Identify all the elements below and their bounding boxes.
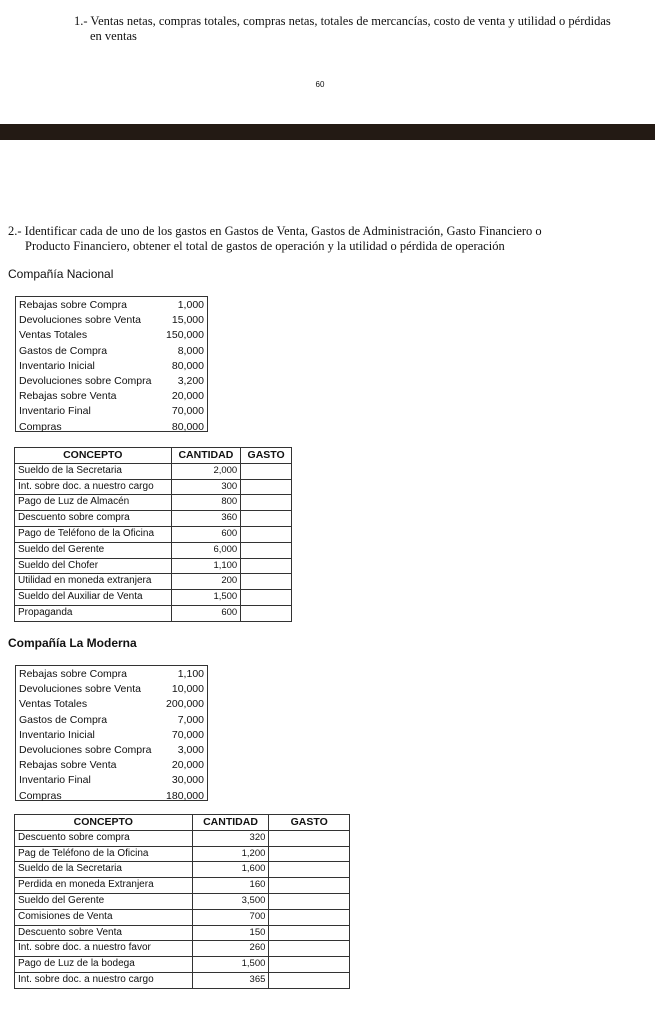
table-row: Descuento sobre compra 320	[15, 830, 350, 846]
gasto-cell[interactable]	[269, 846, 350, 862]
table-row: Sueldo del Gerente 3,500	[15, 893, 350, 909]
table-row: Pago de Teléfono de la Oficina 600	[15, 526, 292, 542]
data-row: Inventario Final 70,000	[19, 405, 204, 418]
gasto-cell[interactable]	[241, 542, 292, 558]
question-2-line-1: 2.- Identificar cada de uno de los gastos en Gastos de Venta, Gastos de Administración, Gasto Financiero o	[8, 224, 542, 238]
data-row: Rebajas sobre Compra 1,000	[19, 299, 204, 311]
data-row: Ventas Totales 150,000	[19, 329, 204, 342]
gasto-cell[interactable]	[269, 893, 350, 909]
gasto-cell[interactable]	[269, 957, 350, 973]
table-row: Sueldo de la Secretaria 1,600	[15, 862, 350, 878]
data-row: Gastos de Compra 8,000	[19, 344, 204, 357]
company-title: Compañía Nacional	[8, 267, 114, 281]
gasto-cell[interactable]	[241, 590, 292, 606]
table-row: Descuento sobre compra 360	[15, 511, 292, 527]
table-row: Sueldo del Auxiliar de Venta 1,500	[15, 590, 292, 606]
question-1-line-2: en ventas	[90, 29, 137, 43]
table-row: Pag de Teléfono de la Oficina 1,200	[15, 846, 350, 862]
gasto-cell[interactable]	[241, 463, 292, 479]
gasto-cell[interactable]	[269, 862, 350, 878]
data-row: Compras 80,000	[19, 420, 204, 433]
data-row: Compras 180,000	[19, 789, 204, 802]
gasto-cell[interactable]	[241, 605, 292, 621]
page-number: 60	[315, 80, 325, 89]
company-2-data-box	[15, 665, 208, 801]
data-row: Inventario Inicial 70,000	[19, 728, 204, 741]
table-row: Int. sobre doc. a nuestro favor 260	[15, 941, 350, 957]
table-row: Sueldo del Chofer 1,100	[15, 558, 292, 574]
header-concepto: CONCEPTO	[15, 448, 172, 464]
table-row: Sueldo del Gerente 6,000	[15, 542, 292, 558]
gasto-cell[interactable]	[241, 558, 292, 574]
question-1	[74, 14, 644, 44]
gasto-cell[interactable]	[269, 909, 350, 925]
table-row: Utilidad en moneda extranjera 200	[15, 574, 292, 590]
question-2	[8, 224, 648, 254]
gasto-cell[interactable]	[269, 941, 350, 957]
table-row: Propaganda 600	[15, 605, 292, 621]
company-title: Compañía La Moderna	[8, 636, 137, 650]
data-row: Rebajas sobre Venta 20,000	[19, 390, 204, 403]
table-row: Pago de Luz de Almacén 800	[15, 495, 292, 511]
gasto-cell[interactable]	[241, 574, 292, 590]
table-row: Comisiones de Venta 700	[15, 909, 350, 925]
table-header-row	[15, 815, 350, 831]
data-row: Rebajas sobre Venta 20,000	[19, 759, 204, 772]
question-2-line-2: Producto Financiero, obtener el total de gastos de operación y la utilidad o pérdida de operación	[25, 239, 505, 253]
data-row: Devoluciones sobre Compra 3,000	[19, 744, 204, 757]
gasto-cell[interactable]	[269, 830, 350, 846]
data-row: Rebajas sobre Compra 1,100	[19, 668, 204, 680]
question-1-line-1: 1.- Ventas netas, compras totales, compras netas, totales de mercancías, costo de venta y utilidad o pérdidas	[74, 14, 611, 28]
header-gasto: GASTO	[241, 448, 292, 464]
gasto-cell[interactable]	[241, 479, 292, 495]
data-row: Devoluciones sobre Compra 3,200	[19, 375, 204, 388]
data-row: Inventario Inicial 80,000	[19, 359, 204, 372]
table-row: Perdida en moneda Extranjera 160	[15, 878, 350, 894]
data-row: Devoluciones sobre Venta 10,000	[19, 683, 204, 696]
gasto-cell[interactable]	[269, 972, 350, 988]
page-divider-bar	[0, 124, 655, 140]
header-cantidad: CANTIDAD	[192, 815, 269, 831]
data-row: Gastos de Compra 7,000	[19, 713, 204, 726]
gasto-cell[interactable]	[269, 878, 350, 894]
company-2-concept-table	[14, 814, 350, 989]
data-row: Ventas Totales 200,000	[19, 698, 204, 711]
gasto-cell[interactable]	[241, 526, 292, 542]
data-row: Devoluciones sobre Venta 15,000	[19, 314, 204, 327]
header-cantidad: CANTIDAD	[171, 448, 241, 464]
header-concepto: CONCEPTO	[15, 815, 193, 831]
gasto-cell[interactable]	[241, 511, 292, 527]
table-row: Sueldo de la Secretaria 2,000	[15, 463, 292, 479]
company-1-data-box	[15, 296, 208, 432]
table-row: Pago de Luz de la bodega 1,500	[15, 957, 350, 973]
company-1-concept-table	[14, 447, 292, 622]
data-row: Inventario Final 30,000	[19, 774, 204, 787]
gasto-cell[interactable]	[269, 925, 350, 941]
table-row: Int. sobre doc. a nuestro cargo 365	[15, 972, 350, 988]
table-header-row	[15, 448, 292, 464]
table-row: Int. sobre doc. a nuestro cargo 300	[15, 479, 292, 495]
table-row: Descuento sobre Venta 150	[15, 925, 350, 941]
gasto-cell[interactable]	[241, 495, 292, 511]
header-gasto: GASTO	[269, 815, 350, 831]
